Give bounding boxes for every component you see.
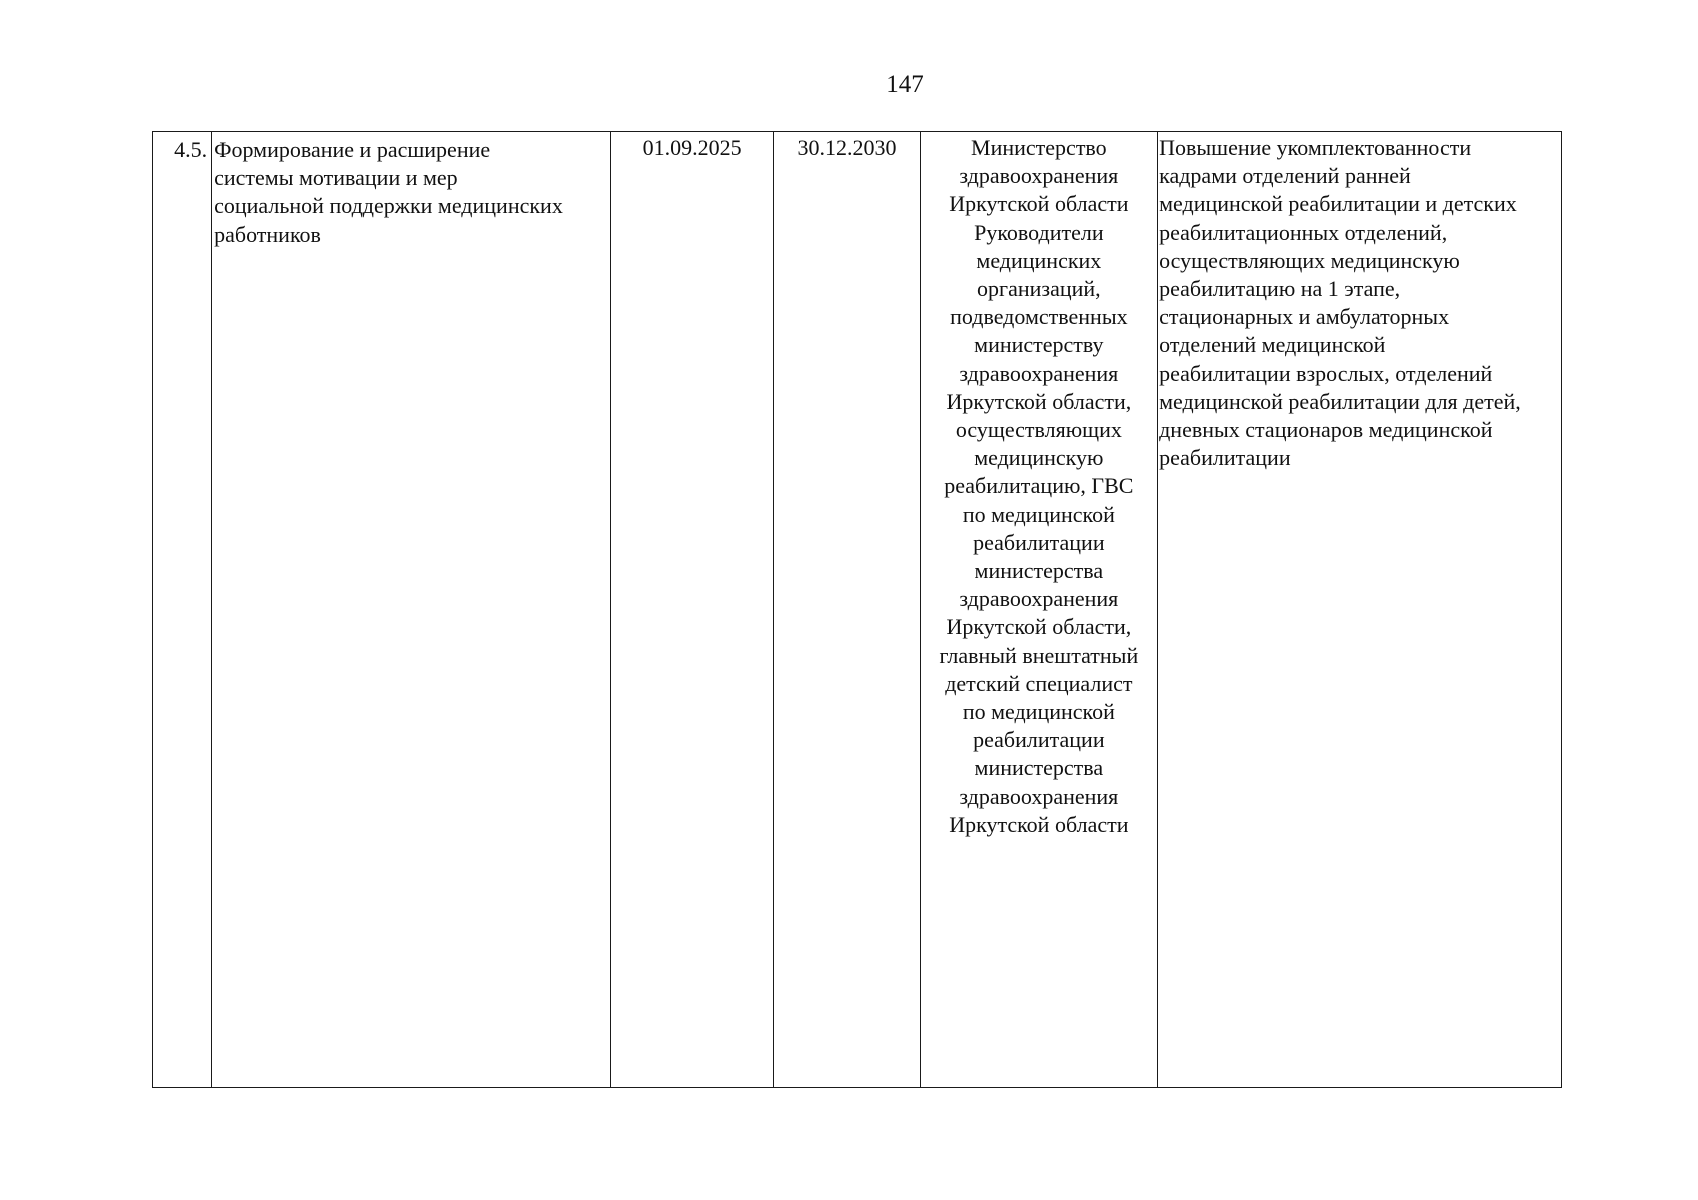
responsible-line: Иркутской области, [946, 614, 1132, 640]
result-line: дневных стационаров медицинской [1159, 417, 1493, 443]
responsible-line: главный внештатный [939, 642, 1139, 668]
responsible-line: Иркутской области [949, 191, 1129, 217]
responsible-line: реабилитацию, ГВС [944, 473, 1134, 499]
measure-name-line: системы мотивации и мер [214, 165, 458, 191]
responsible-cell [920, 132, 1158, 1088]
result-line: стационарных и амбулаторных [1159, 304, 1450, 330]
responsible-line: организаций, [977, 276, 1101, 302]
measure-name-line: социальной поддержки медицинских [214, 193, 563, 219]
start-date: 01.09.2025 [642, 135, 742, 160]
start-date-cell [610, 132, 773, 1088]
responsible-line: министерству [974, 332, 1104, 358]
result-line: медицинской реабилитации и детских [1159, 191, 1517, 217]
result-line: медицинской реабилитации для детей, [1159, 388, 1521, 414]
result-line: отделений медицинской [1159, 332, 1386, 358]
page-number: 147 [886, 71, 924, 98]
measure-name-line: работников [214, 221, 321, 247]
responsible-line: реабилитации [973, 727, 1105, 753]
responsible-line: осуществляющих [955, 417, 1122, 443]
row-number-cell [153, 132, 212, 1088]
end-date-cell [774, 132, 920, 1088]
responsible-line: детский специалист [945, 670, 1133, 696]
result-line: реабилитации [1159, 445, 1291, 471]
result-line: кадрами отделений ранней [1159, 163, 1411, 189]
expected-result-cell [1158, 132, 1562, 1088]
responsible-line: министерства [974, 558, 1104, 584]
responsible-line: подведомственных [950, 304, 1128, 330]
responsible-line: Руководители [974, 219, 1104, 245]
result-line: осуществляющих медицинскую [1159, 247, 1460, 273]
result-line: реабилитацию на 1 этапе, [1159, 276, 1401, 302]
responsible-line: Иркутской области, [946, 388, 1132, 414]
responsible-line: по медицинской [962, 699, 1115, 725]
responsible-line: Министерство [971, 135, 1107, 160]
responsible-line: по медицинской [962, 501, 1115, 527]
responsible-line: министерства [974, 755, 1104, 781]
measure-name-cell [212, 132, 611, 1088]
result-line: реабилитации взрослых, отделений [1159, 360, 1493, 386]
responsible-line: медицинскую [974, 445, 1104, 471]
responsible-line: здравоохранения [959, 586, 1119, 612]
result-line: Повышение укомплектованности [1159, 135, 1472, 160]
responsible-line: медицинских [976, 247, 1102, 273]
table-row [153, 132, 1562, 1088]
responsible-line: здравоохранения [959, 783, 1119, 809]
measures-table [152, 131, 1562, 1088]
result-line: реабилитационных отделений, [1159, 219, 1448, 245]
responsible-line: реабилитации [973, 529, 1105, 555]
end-date: 30.12.2030 [797, 135, 897, 160]
responsible-line: здравоохранения [959, 163, 1119, 189]
measure-name-line: Формирование и расширение [214, 137, 491, 162]
measures-table-wrapper [152, 131, 1562, 1088]
row-number: 4.5. [174, 137, 208, 162]
responsible-line: Иркутской области [949, 811, 1129, 837]
responsible-line: здравоохранения [959, 360, 1119, 386]
